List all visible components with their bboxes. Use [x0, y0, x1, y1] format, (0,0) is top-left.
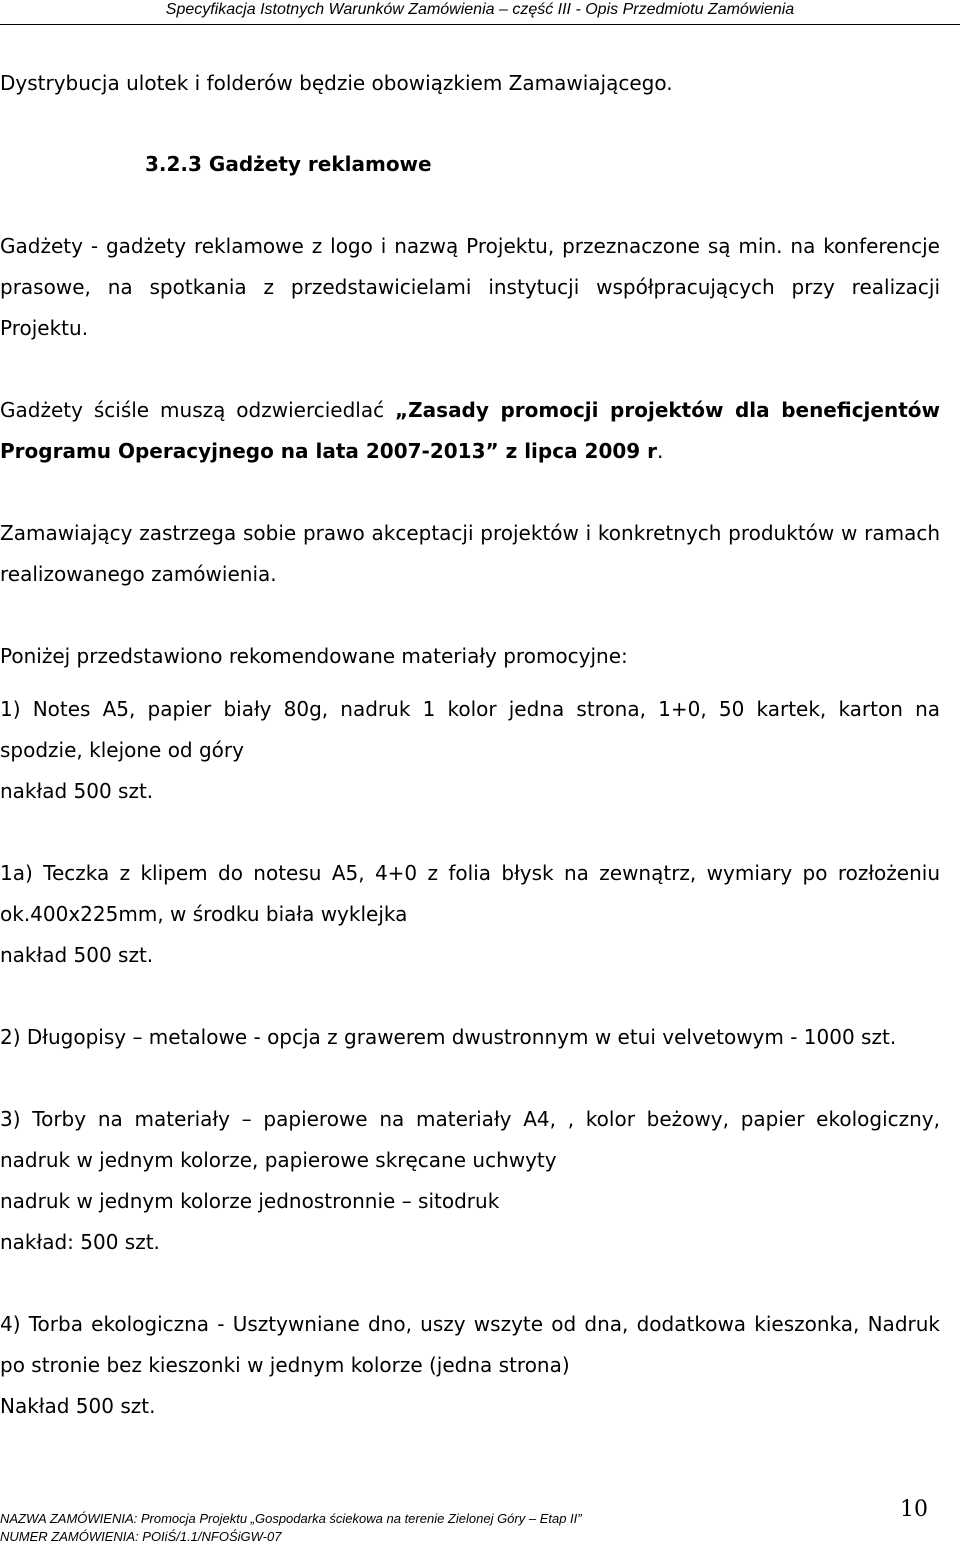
running-title: Specyfikacja Istotnych Warunków Zamówienia – część III - Opis Przedmiotu Zamówienia — [165, 1, 795, 18]
list-item — [0, 1304, 940, 1427]
list-item — [0, 853, 940, 976]
page-footer — [0, 1510, 582, 1546]
acceptance-paragraph: Zamawiający zastrzega sobie prawo akceptacji projektów i konkretnych produktów w ramach realizowanego zamówienia. — [0, 521, 940, 586]
order-number: NUMER ZAMÓWIENIA: POIiŚ/1.1/NFOŚiGW-07 — [0, 1529, 282, 1544]
list-item — [0, 689, 940, 812]
list-item — [0, 1099, 940, 1263]
item-4-description: 4) Torba ekologiczna - Usztywniane dno, uszy wszyte od dna, dodatkowa kieszonka, Nadruk po stronie bez kieszonki w jednym kolorze (jedna strona) — [0, 1312, 940, 1377]
page-number: 10 — [900, 1497, 928, 1522]
rules-paragraph — [0, 390, 940, 472]
rules-suffix: . — [657, 439, 664, 463]
rules-title: „Zasady promocji projektów dla beneficjentów Programu Operacyjnego na lata 2007-2013” z lipca 2009 r — [0, 398, 940, 463]
running-header — [0, 0, 960, 25]
item-3-print: nadruk w jednym kolorze jednostronnie – sitodruk — [0, 1189, 500, 1213]
distribution-paragraph: Dystrybucja ulotek i folderów będzie obowiązkiem Zamawiającego. — [0, 71, 673, 95]
gadgets-definition-paragraph: Gadżety - gadżety reklamowe z logo i nazwą Projektu, przeznaczone są min. na konferencje prasowe, na spotkania z przedstawicielami instytucji współpracujących przy realizacji Projektu. — [0, 234, 940, 340]
item-3-quantity: nakład: 500 szt. — [0, 1230, 160, 1254]
item-3-description: 3) Torby na materiały – papierowe na materiały A4, , kolor beżowy, papier ekologiczny, nadruk w jednym kolorze, papierowe skręcane uchwyty — [0, 1107, 940, 1172]
item-1a-quantity: nakład 500 szt. — [0, 943, 154, 967]
list-intro: Poniżej przedstawiono rekomendowane materiały promocyjne: — [0, 644, 628, 668]
rules-prefix: Gadżety ściśle muszą odzwierciedlać — [0, 398, 396, 422]
document-body — [0, 63, 940, 1427]
item-2-description: 2) Długopisy – metalowe - opcja z grawerem dwustronnym w etui velvetowym - 1000 szt. — [0, 1025, 897, 1049]
section-heading: 3.2.3 Gadżety reklamowe — [145, 152, 432, 176]
item-4-quantity: Nakład 500 szt. — [0, 1394, 156, 1418]
item-1-description: 1) Notes A5, papier biały 80g, nadruk 1 kolor jedna strona, 1+0, 50 kartek, karton na spodzie, klejone od góry — [0, 697, 940, 762]
item-1a-description: 1a) Teczka z klipem do notesu A5, 4+0 z folia błysk na zewnątrz, wymiary po rozłożeniu ok.400x225mm, w środku biała wyklejka — [0, 861, 940, 926]
item-1-quantity: nakład 500 szt. — [0, 779, 154, 803]
order-name: NAZWA ZAMÓWIENIA: Promocja Projektu „Gospodarka ściekowa na terenie Zielonej Góry – Etap II” — [0, 1511, 582, 1526]
list-item — [0, 1017, 940, 1058]
